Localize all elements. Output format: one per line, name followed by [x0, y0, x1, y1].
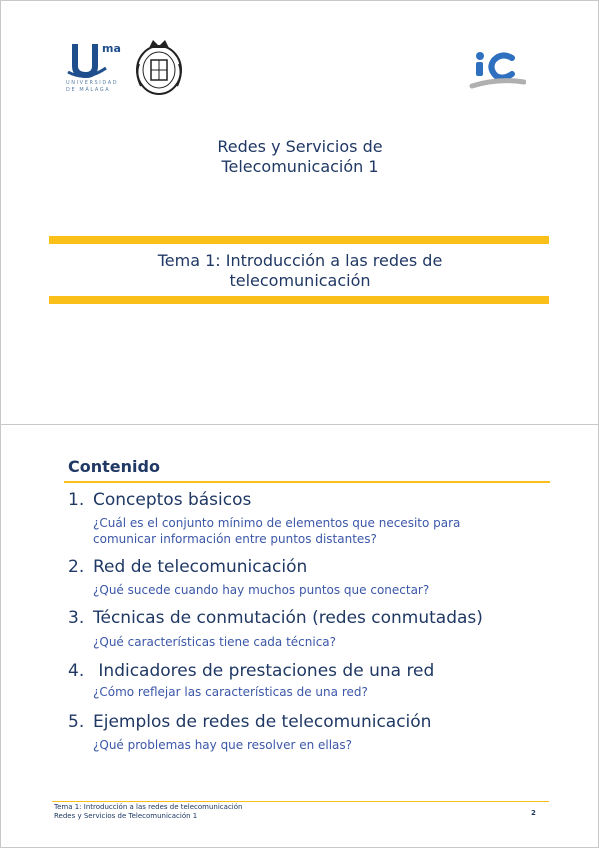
topic-title: [60, 251, 540, 291]
course-title-line: Redes y Servicios de: [217, 137, 383, 156]
contents-item-subtitle: [93, 684, 513, 700]
page-number: 2: [531, 809, 536, 817]
item-label: Técnicas de conmutación (redes conmutadas): [93, 608, 483, 628]
footer-topic: Tema 1: Introducción a las redes de telecomunicación: [54, 803, 243, 811]
contents-item-title: [68, 490, 251, 510]
topic-title-line: Tema 1: Introducción a las redes de: [157, 251, 443, 270]
contents-item-subtitle: [93, 582, 513, 598]
topic-title-line: telecomunicación: [229, 271, 371, 290]
item-label: Conceptos básicos: [93, 490, 252, 510]
contents-item-subtitle: [93, 634, 513, 650]
bottom-band: [49, 296, 549, 304]
item-number: 2.: [68, 557, 85, 577]
contents-item-title: [68, 608, 483, 628]
ic-logo-icon: [468, 44, 526, 90]
contents-item-title: [68, 557, 307, 577]
course-title-line: Telecomunicación 1: [221, 157, 379, 176]
caption-line: UNIVERSIDAD: [66, 80, 119, 86]
footer-rule: [52, 801, 549, 802]
course-title: [100, 137, 500, 177]
item-number: 5.: [68, 712, 85, 732]
crest-icon: [133, 38, 185, 96]
item-label: Ejemplos de redes de telecomunicación: [93, 712, 432, 732]
item-number: 1.: [68, 490, 85, 510]
subtitle-line: comunicar información entre puntos distantes?: [93, 532, 377, 546]
contents-item-title: [68, 661, 434, 681]
contents-item-subtitle: [93, 515, 513, 547]
item-label: Red de telecomunicación: [93, 557, 308, 577]
caption-line: DE MÁLAGA: [66, 87, 111, 93]
item-label: Indicadores de prestaciones de una red: [93, 661, 435, 681]
subtitle-line: ¿Cuál es el conjunto mínimo de elementos que necesito para: [93, 516, 461, 530]
item-number: 4.: [68, 661, 85, 681]
university-caption: [66, 80, 126, 94]
footer-course: Redes y Servicios de Telecomunicación 1: [54, 812, 198, 820]
contents-heading: Contenido: [68, 457, 160, 476]
subtitle-line: ¿Qué sucede cuando hay muchos puntos que conectar?: [93, 583, 430, 597]
item-number: 3.: [68, 608, 85, 628]
subtitle-line: ¿Qué problemas hay que resolver en ellas?: [93, 738, 353, 752]
contents-item-title: [68, 712, 431, 732]
slide-divider: [0, 424, 599, 425]
top-band: [49, 236, 549, 244]
contents-item-subtitle: [93, 737, 513, 753]
subtitle-line: ¿Qué características tiene cada técnica?: [93, 635, 337, 649]
heading-rule: [64, 481, 550, 483]
subtitle-line: ¿Cómo reflejar las características de una red?: [93, 685, 368, 699]
logo-mark: ma: [102, 42, 121, 55]
